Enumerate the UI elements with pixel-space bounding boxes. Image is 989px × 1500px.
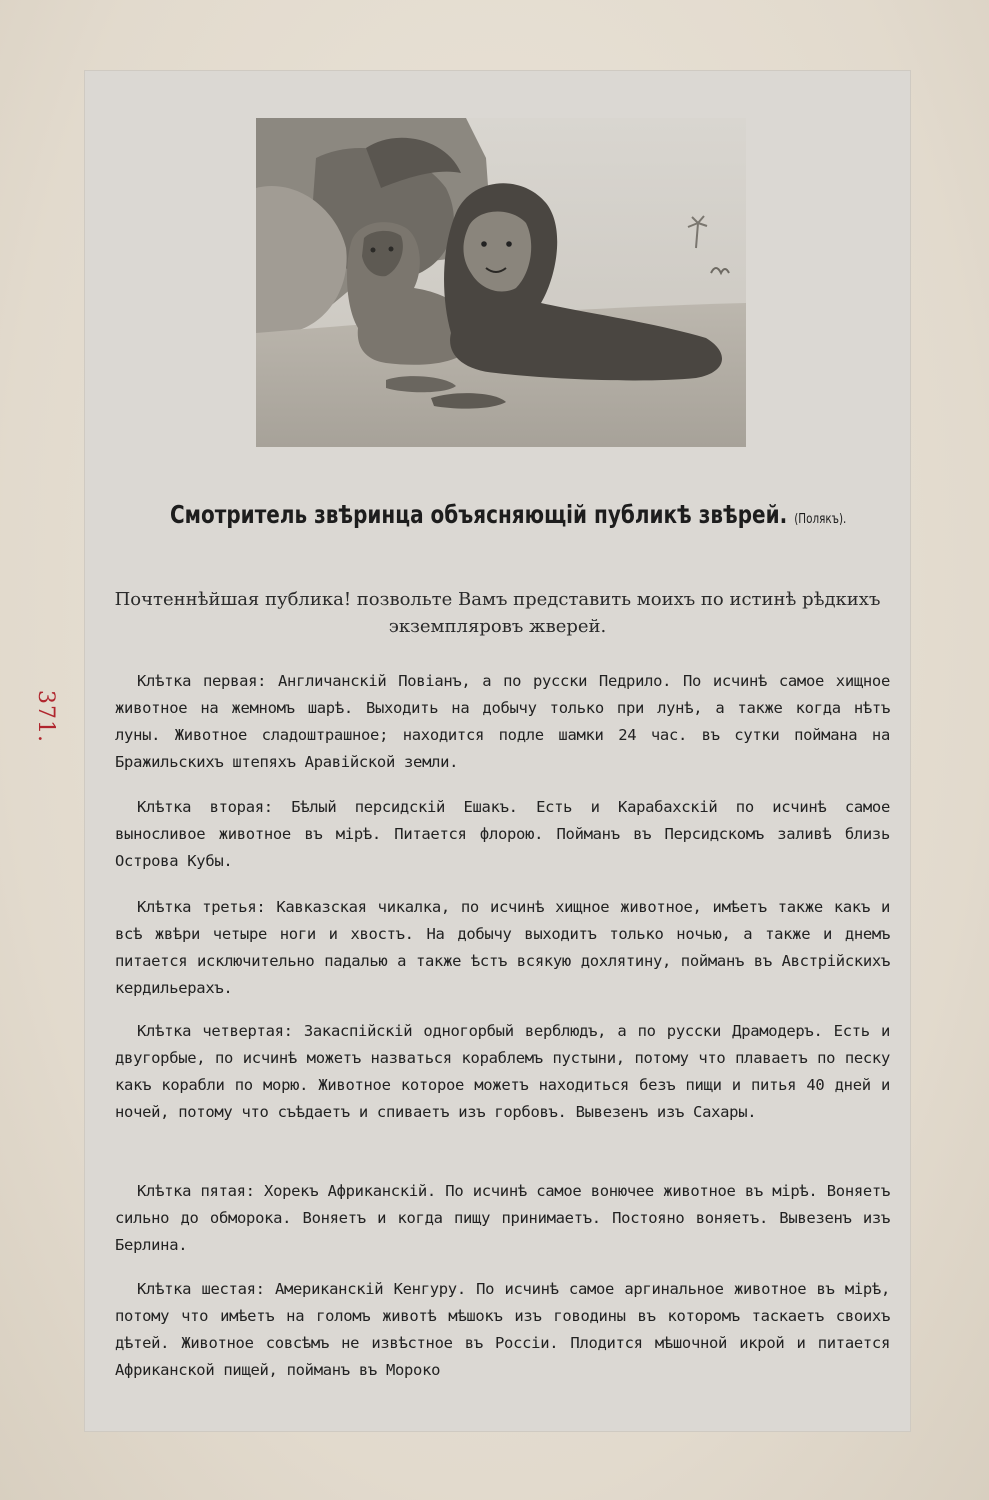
- paragraph-cage-5: Клѣтка пятая: Хорекъ Африканскій. По исчинѣ самое вонючее животное въ мірѣ. Воняетъ сильно до обморока. Воняетъ и когда пищу принимаетъ. Постояно воняетъ. Вывезенъ изъ Берлина.: [115, 1182, 890, 1254]
- paragraph-cage-4: Клѣтка четвертая: Закаспійскій одногорбый верблюдъ, а по русски Драмодеръ. Есть и двугорбые, по исчинѣ можетъ назваться кораблемъ пустыни, потому что плаваетъ по песку какъ корабли по морю. Животное которое можетъ находиться безъ пищи и питья 40 дней и ночей, потому что съѣдаетъ и спиваетъ изъ горбовъ. Вывезенъ изъ Сахары.: [115, 1022, 890, 1121]
- paragraph-cage-6: Клѣтка шестая: Американскій Кенгуру. По исчинѣ самое аргинальное животное въ мірѣ, потому что имѣетъ на голомъ животѣ мѣшокъ изъ говодины въ которомъ таскаетъ своихъ дѣтей. Животное совсѣмъ не извѣстное въ Россіи. Плодится мѣшочной икрой и питается Африканской пищей, пойманъ въ Мороко: [115, 1280, 890, 1379]
- intro-text: Почтеннѣйшая публика! позвольте Вамъ представить моихъ по истинѣ рѣдкихъ экземпляровъ жверей.: [114, 589, 881, 637]
- lions-photo: [256, 118, 746, 447]
- document-title: [170, 500, 847, 529]
- title-note: (Полякъ).: [794, 512, 847, 527]
- side-number: 371.: [33, 690, 58, 743]
- paragraph-cage-2: Клѣтка вторая: Бѣлый персидскій Ешакъ. Есть и Карабахскій по исчинѣ самое выносливое животное въ мірѣ. Питается флорою. Пойманъ въ Персидскомъ заливѣ близь Острова Кубы.: [115, 798, 890, 870]
- title-text: Смотритель звѣринца объясняющій публикѣ звѣрей.: [170, 500, 788, 529]
- paragraph-cage-3: Клѣтка третья: Кавказская чикалка, по исчинѣ хищное животное, имѣетъ также какъ и всѣ жвѣри четыре ноги и хвостъ. На добычу выходитъ только ночью, а также и днемъ питается исключительно падалью а также ѣстъ всякую дохлятину, пойманъ въ Австрійскихъ кердильерахъ.: [115, 898, 890, 997]
- paragraph-cage-1: Клѣтка первая: Англичанскій Повіанъ, а по русски Педрило. По исчинѣ самое хищное животное на жемномъ шарѣ. Выходить на добычу только при лунѣ, а также когда нѣтъ луны. Животное сладоштрашное; находится подле шамки 24 час. въ сутки поймана на Бражильскихъ штепяхъ Аравійской земли.: [115, 672, 890, 771]
